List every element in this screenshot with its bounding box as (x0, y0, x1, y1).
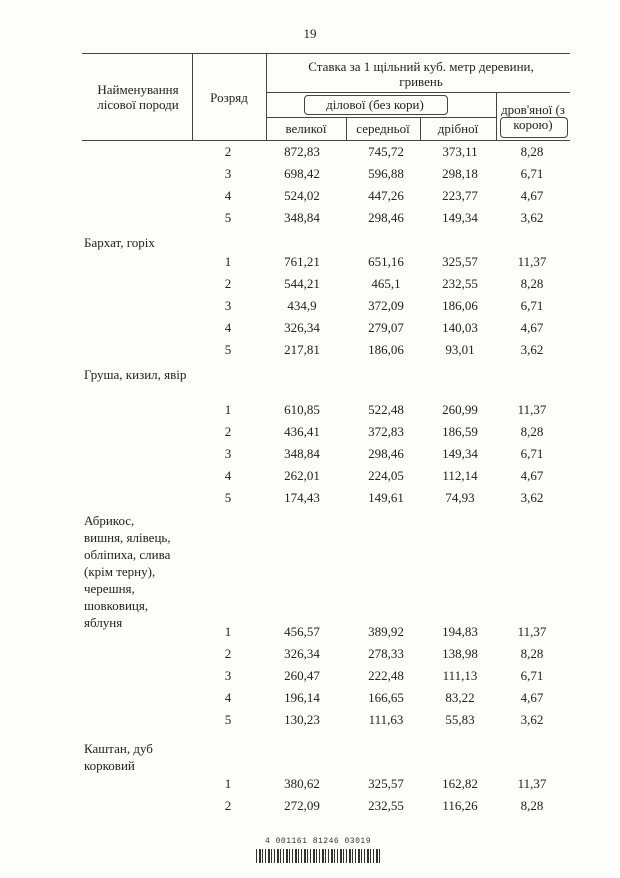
table-cell: 272,09 (284, 798, 320, 813)
table-cell: 3,62 (520, 342, 544, 357)
table-cell: 116,26 (442, 798, 478, 813)
table-cell: 2 (224, 144, 232, 159)
rate-column-header: Ставка за 1 щільний куб. метр деревини, гривень (308, 59, 534, 89)
table-cell: 465,1 (371, 276, 401, 291)
table-cell: 6,71 (520, 166, 544, 181)
table-row (0, 206, 620, 228)
table-row (0, 772, 620, 794)
table-cell: 373,11 (442, 144, 478, 159)
table-cell: 4,67 (520, 188, 544, 203)
table-cell: 5 (224, 490, 232, 505)
table-cell: 222,48 (368, 668, 404, 683)
table-cell: 298,18 (442, 166, 478, 181)
rank-column-header: Розряд (210, 90, 248, 105)
table-cell: 260,47 (284, 668, 320, 683)
table-cell: 8,28 (520, 646, 544, 661)
table-cell: 2 (224, 276, 232, 291)
table-cell: 11,37 (517, 254, 547, 269)
table-cell: 325,57 (442, 254, 478, 269)
table-cell: 3 (224, 446, 232, 461)
table-cell: 2 (224, 424, 232, 439)
species-name: Бархат, горіх (84, 235, 155, 250)
table-cell: 149,34 (442, 446, 478, 461)
table-cell: 326,34 (284, 320, 320, 335)
table-cell: 217,81 (284, 342, 320, 357)
table-cell: 522,48 (368, 402, 404, 417)
table-cell: 138,98 (442, 646, 478, 661)
table-cell: 596,88 (368, 166, 404, 181)
table-cell: 326,34 (284, 646, 320, 661)
table-row (0, 316, 620, 338)
species-name: Груша, кизил, явір (84, 367, 187, 382)
table-cell: 4,67 (520, 320, 544, 335)
table-cell: 4,67 (520, 690, 544, 705)
table-cell: 348,84 (284, 446, 320, 461)
table-cell: 278,33 (368, 646, 404, 661)
table-cell: 279,07 (368, 320, 404, 335)
table-cell: 3,62 (520, 712, 544, 727)
table-row (0, 686, 620, 708)
table-cell: 698,42 (284, 166, 320, 181)
page-number: 19 (303, 26, 317, 41)
table-cell: 1 (224, 254, 232, 269)
table-row (0, 464, 620, 486)
table-cell: 224,05 (368, 468, 404, 483)
table-cell: 149,61 (368, 490, 404, 505)
table-cell: 196,14 (284, 690, 320, 705)
table-row (0, 398, 620, 420)
table-cell: 55,83 (445, 712, 475, 727)
table-cell: 6,71 (520, 446, 544, 461)
table-cell: 4 (224, 468, 232, 483)
table-cell: 130,23 (284, 712, 320, 727)
table-row (0, 442, 620, 464)
table-cell: 4 (224, 320, 232, 335)
table-row (0, 708, 620, 730)
table-row (0, 294, 620, 316)
table-cell: 11,37 (517, 624, 547, 639)
table-row (0, 338, 620, 360)
table-cell: 5 (224, 342, 232, 357)
table-cell: 6,71 (520, 668, 544, 683)
table-row (0, 420, 620, 442)
table-cell: 83,22 (445, 690, 475, 705)
table-cell: 761,21 (284, 254, 320, 269)
table-cell: 112,14 (442, 468, 478, 483)
table-cell: 2 (224, 798, 232, 813)
table-cell: 4 (224, 690, 232, 705)
table-cell: 11,37 (517, 776, 547, 791)
table-cell: 389,92 (368, 624, 404, 639)
table-cell: 610,85 (284, 402, 320, 417)
table-cell: 544,21 (284, 276, 320, 291)
table-row (0, 642, 620, 664)
table-cell: 232,55 (368, 798, 404, 813)
table-cell: 3 (224, 668, 232, 683)
table-cell: 5 (224, 210, 232, 225)
table-row (0, 272, 620, 294)
barcode-number: 4 001161 81246 03019 (264, 837, 371, 846)
table-cell: 4 (224, 188, 232, 203)
table-cell: 8,28 (520, 144, 544, 159)
table-row (0, 184, 620, 206)
table-cell: 3,62 (520, 210, 544, 225)
table-cell: 3 (224, 166, 232, 181)
table-cell: 174,43 (284, 490, 320, 505)
table-cell: 232,55 (442, 276, 478, 291)
table-cell: 380,62 (284, 776, 320, 791)
table-cell: 11,37 (517, 402, 547, 417)
table-cell: 372,09 (368, 298, 404, 313)
table-cell: 8,28 (520, 424, 544, 439)
table-row (0, 664, 620, 686)
species-column-header: Найменування лісової породи (97, 82, 179, 112)
table-cell: 74,93 (445, 490, 475, 505)
table-cell: 162,82 (442, 776, 478, 791)
table-cell: 651,16 (368, 254, 404, 269)
table-cell: 745,72 (368, 144, 404, 159)
table-cell: 186,06 (442, 298, 478, 313)
table-cell: 111,13 (442, 668, 478, 683)
business-wood-header: ділової (без кори) (326, 97, 424, 112)
table-cell: 186,06 (368, 342, 404, 357)
table-cell: 436,41 (284, 424, 320, 439)
table-cell: 140,03 (442, 320, 478, 335)
barcode (256, 849, 380, 863)
table-cell: 260,99 (442, 402, 478, 417)
table-cell: 3,62 (520, 490, 544, 505)
table-cell: 111,63 (368, 712, 404, 727)
table-cell: 325,57 (368, 776, 404, 791)
small-column-header: дрібної (437, 121, 479, 136)
table-cell: 8,28 (520, 798, 544, 813)
species-name: Каштан, дуб корковий (84, 741, 153, 773)
table-cell: 8,28 (520, 276, 544, 291)
table-cell: 1 (224, 624, 232, 639)
table-cell: 1 (224, 402, 232, 417)
table-row (0, 250, 620, 272)
table-cell: 872,83 (284, 144, 320, 159)
table-cell: 434,9 (287, 298, 317, 313)
medium-column-header: середньої (356, 121, 410, 136)
table-cell: 447,26 (368, 188, 404, 203)
table-cell: 262,01 (284, 468, 320, 483)
table-row (0, 486, 620, 508)
table-cell: 298,46 (368, 446, 404, 461)
table-cell: 298,46 (368, 210, 404, 225)
table-cell: 186,59 (442, 424, 478, 439)
table-cell: 166,65 (368, 690, 404, 705)
table-row (0, 162, 620, 184)
table-cell: 372,83 (368, 424, 404, 439)
table-cell: 5 (224, 712, 232, 727)
table-cell: 2 (224, 646, 232, 661)
table-row (0, 140, 620, 162)
table-cell: 223,77 (442, 188, 478, 203)
large-column-header: великої (285, 121, 327, 136)
table-cell: 456,57 (284, 624, 320, 639)
table-cell: 524,02 (284, 188, 320, 203)
table-cell: 3 (224, 298, 232, 313)
firewood-header: дров'яної (з корою) (501, 102, 565, 132)
table-cell: 348,84 (284, 210, 320, 225)
species-name: Абрикос, вишня, ялівець, обліпиха, слива (крім терну), черешня, шовковиця, яблуня (84, 513, 171, 630)
table-row (0, 620, 620, 642)
table-cell: 4,67 (520, 468, 544, 483)
table-row (0, 794, 620, 816)
table-cell: 1 (224, 776, 232, 791)
table-cell: 93,01 (445, 342, 475, 357)
table-cell: 149,34 (442, 210, 478, 225)
table-cell: 194,83 (442, 624, 478, 639)
table-cell: 6,71 (520, 298, 544, 313)
